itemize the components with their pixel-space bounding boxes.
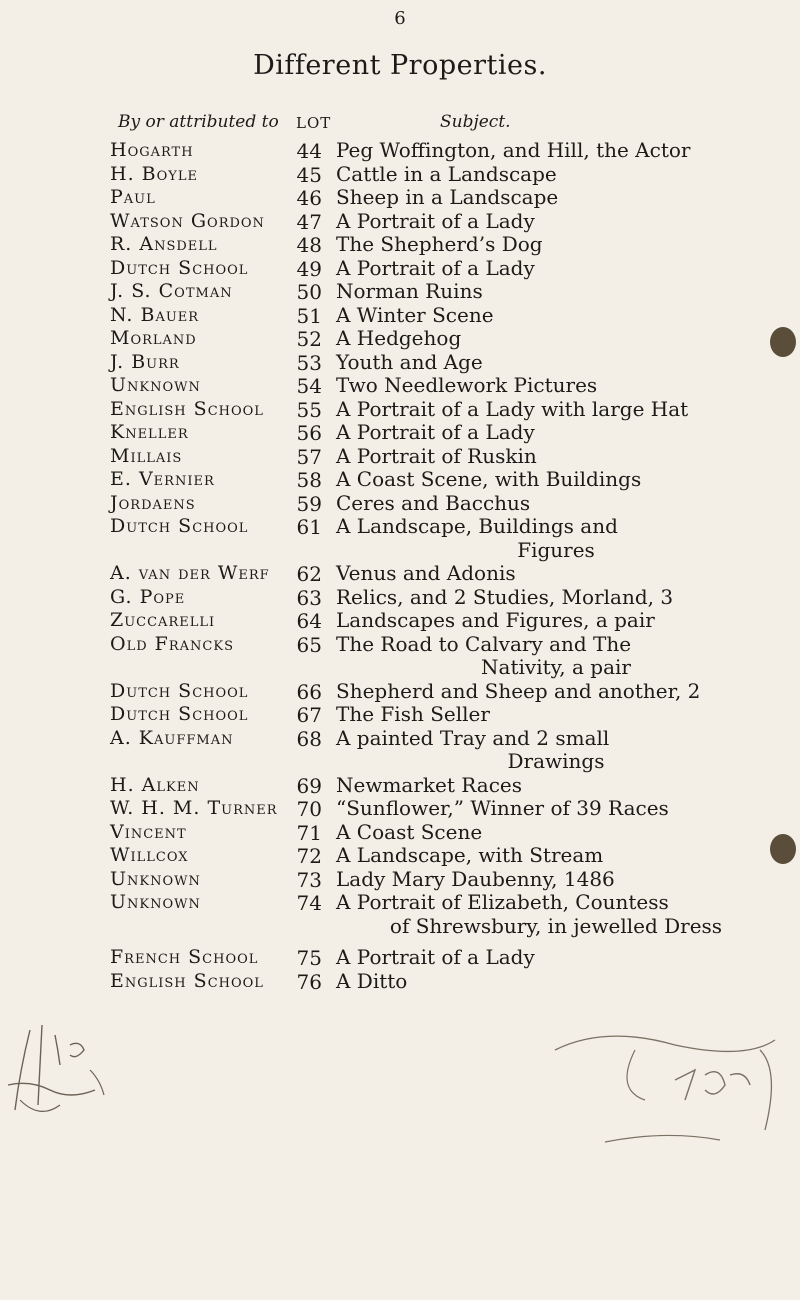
list-item	[0, 703, 800, 727]
list-item	[0, 163, 800, 187]
lot-number: 57	[296, 444, 322, 469]
lot-number: 52	[296, 327, 322, 351]
artist-name: H. Alken	[110, 773, 200, 796]
lot-number: 76	[296, 969, 322, 994]
artist-name: W. H. M. Turner	[110, 797, 278, 819]
subject-text: Venus and Adonis	[336, 561, 516, 585]
subject-text: A Winter Scene	[336, 302, 494, 327]
subject-text: The Fish Seller	[336, 702, 490, 726]
subject-text: A Portrait of a Lady	[336, 945, 535, 969]
lot-number: 69	[296, 773, 322, 798]
page-title: Different Properties.	[253, 50, 547, 81]
lot-number: 48	[296, 233, 322, 257]
artist-name: Hogarth	[110, 139, 194, 161]
subject-line-2: Drawings	[507, 749, 605, 773]
list-item	[0, 327, 800, 351]
pencil-sketch-icon	[0, 1010, 110, 1130]
list-item	[0, 515, 800, 562]
artist-name: Morland	[110, 327, 197, 349]
lot-number: 54	[296, 374, 322, 398]
artist-name: G. Pope	[110, 585, 186, 608]
artist-column-header: By or attributed to	[118, 112, 279, 132]
artist-name: N. Bauer	[110, 303, 200, 326]
lot-column-header: LOT	[296, 114, 332, 132]
lot-number: 64	[296, 609, 322, 633]
artist-name: English School	[110, 397, 264, 420]
lot-number: 47	[296, 209, 322, 234]
list-item	[0, 891, 800, 938]
list-item	[0, 468, 800, 492]
lot-number: 70	[296, 797, 322, 821]
lot-list	[0, 139, 800, 993]
subject-text: Lady Mary Daubenny, 1486	[336, 866, 615, 891]
artist-name: Dutch School	[110, 515, 249, 537]
subject-text: The Shepherd’s Dog	[336, 232, 543, 256]
lot-number: 46	[296, 186, 322, 210]
list-item	[0, 374, 800, 398]
artist-name: Unknown	[110, 374, 201, 396]
list-item	[0, 304, 800, 328]
list-item	[0, 868, 800, 892]
artist-name: Dutch School	[110, 703, 249, 725]
lot-number: 55	[296, 397, 322, 422]
subject-text: Relics, and 2 Studies, Morland, 3	[336, 584, 674, 609]
lot-number: 56	[296, 421, 322, 445]
lot-number: 74	[296, 891, 322, 915]
artist-name: Dutch School	[110, 256, 249, 279]
subject-text: Shepherd and Sheep and another, 2	[336, 678, 701, 703]
lot-number: 53	[296, 350, 322, 375]
list-item	[0, 139, 800, 163]
list-item	[0, 586, 800, 610]
binding-hole	[770, 327, 796, 357]
lot-number: 63	[296, 585, 322, 610]
artist-name: H. Boyle	[110, 162, 198, 185]
artist-name: A. van der Werf	[110, 562, 270, 584]
artist-name: Millais	[110, 444, 183, 467]
artist-name: Unknown	[110, 867, 201, 890]
lot-number: 45	[296, 162, 322, 187]
artist-name: E. Vernier	[110, 468, 215, 490]
subject-text	[336, 633, 776, 680]
lot-number: 51	[296, 303, 322, 328]
list-item	[0, 421, 800, 445]
subject-text: A Portrait of Ruskin	[336, 443, 537, 468]
artist-name: Paul	[110, 186, 156, 208]
lot-number: 66	[296, 679, 322, 704]
subject-line-2: Figures	[517, 537, 595, 562]
lot-number: 58	[296, 468, 322, 492]
artist-name: Willcox	[110, 844, 189, 866]
subject-text: Ceres and Bacchus	[336, 490, 531, 515]
subject-line-2: Nativity, a pair	[481, 655, 631, 679]
list-item	[0, 609, 800, 633]
lot-number: 73	[296, 867, 322, 892]
artist-name: Dutch School	[110, 679, 249, 702]
list-item	[0, 970, 800, 994]
artist-name: J. S. Cotman	[110, 280, 233, 302]
subject-text: Two Needlework Pictures	[336, 373, 598, 397]
list-item	[0, 186, 800, 210]
lot-number: 65	[296, 632, 322, 657]
subject-text: A Hedgehog	[336, 326, 462, 350]
subject-text: Cattle in a Landscape	[336, 161, 557, 186]
list-item	[0, 280, 800, 304]
artist-name: Watson Gordon	[110, 209, 265, 232]
subject-text: Landscapes and Figures, a pair	[336, 608, 655, 632]
subject-text: A Landscape, with Stream	[336, 843, 604, 867]
list-item	[0, 562, 800, 586]
lot-number: 62	[296, 562, 322, 586]
binding-hole	[770, 834, 796, 864]
lot-number: 50	[296, 280, 322, 304]
lot-number: 61	[296, 515, 322, 539]
lot-number: 67	[296, 703, 322, 727]
artist-name: French School	[110, 946, 259, 968]
subject-text: A Coast Scene, with Buildings	[336, 467, 642, 491]
list-item	[0, 492, 800, 516]
subject-column-header: Subject.	[440, 112, 511, 132]
subject-line-1: The Road to Calvary and The	[336, 631, 632, 656]
subject-text	[336, 727, 776, 774]
list-item	[0, 633, 800, 680]
subject-text	[336, 515, 776, 562]
list-item	[0, 257, 800, 281]
subject-text: Newmarket Races	[336, 772, 522, 797]
subject-text: A Portrait of a Lady	[336, 255, 535, 280]
subject-text: Sheep in a Landscape	[336, 185, 559, 209]
subject-line-1: A painted Tray and 2 small	[336, 725, 610, 750]
subject-text: A Portrait of a Lady	[336, 420, 535, 444]
subject-text: Norman Ruins	[336, 279, 483, 303]
artist-name: Kneller	[110, 421, 189, 443]
subject-text: A Portrait of a Lady	[336, 208, 535, 233]
list-item	[0, 774, 800, 798]
lot-number: 72	[296, 844, 322, 868]
lot-number: 71	[296, 820, 322, 845]
list-item	[0, 680, 800, 704]
list-item	[0, 398, 800, 422]
lot-number: 68	[296, 726, 322, 751]
subject-text: A Coast Scene	[336, 819, 483, 844]
list-item	[0, 351, 800, 375]
subject-text: A Portrait of a Lady with large Hat	[336, 396, 689, 421]
list-item	[0, 445, 800, 469]
subject-line-1: A Landscape, Buildings and	[336, 514, 618, 538]
lot-number: 75	[296, 946, 322, 970]
artist-name: R. Ansdell	[110, 233, 218, 255]
list-item	[0, 821, 800, 845]
lot-number: 49	[296, 256, 322, 281]
artist-name: Jordaens	[110, 491, 196, 514]
subject-text: A Ditto	[336, 968, 408, 993]
list-item	[0, 844, 800, 868]
subject-text: Youth and Age	[336, 349, 483, 374]
pencil-annotation-icon	[545, 1030, 785, 1150]
artist-name: Vincent	[110, 820, 187, 843]
subject-text: Peg Woffington, and Hill, the Actor	[336, 138, 691, 162]
list-item	[0, 727, 800, 774]
lot-number: 44	[296, 139, 322, 163]
list-item	[0, 233, 800, 257]
artist-name: A. Kauffman	[110, 726, 234, 749]
lot-number: 59	[296, 491, 322, 516]
subject-line-1: A Portrait of Elizabeth, Countess	[336, 890, 669, 914]
subject-line-2: of Shrewsbury, in jewelled Dress	[389, 913, 723, 938]
list-item	[0, 797, 800, 821]
list-item	[0, 210, 800, 234]
artist-name: Old Francks	[110, 632, 234, 655]
artist-name: English School	[110, 969, 264, 992]
artist-name: Zuccarelli	[110, 609, 216, 631]
subject-text: “Sunflower,” Winner of 39 Races	[336, 796, 669, 820]
subject-text	[336, 891, 776, 938]
artist-name: J. Burr	[110, 350, 180, 373]
list-item	[0, 946, 800, 970]
page-number: 6	[394, 8, 406, 29]
artist-name: Unknown	[110, 891, 201, 913]
